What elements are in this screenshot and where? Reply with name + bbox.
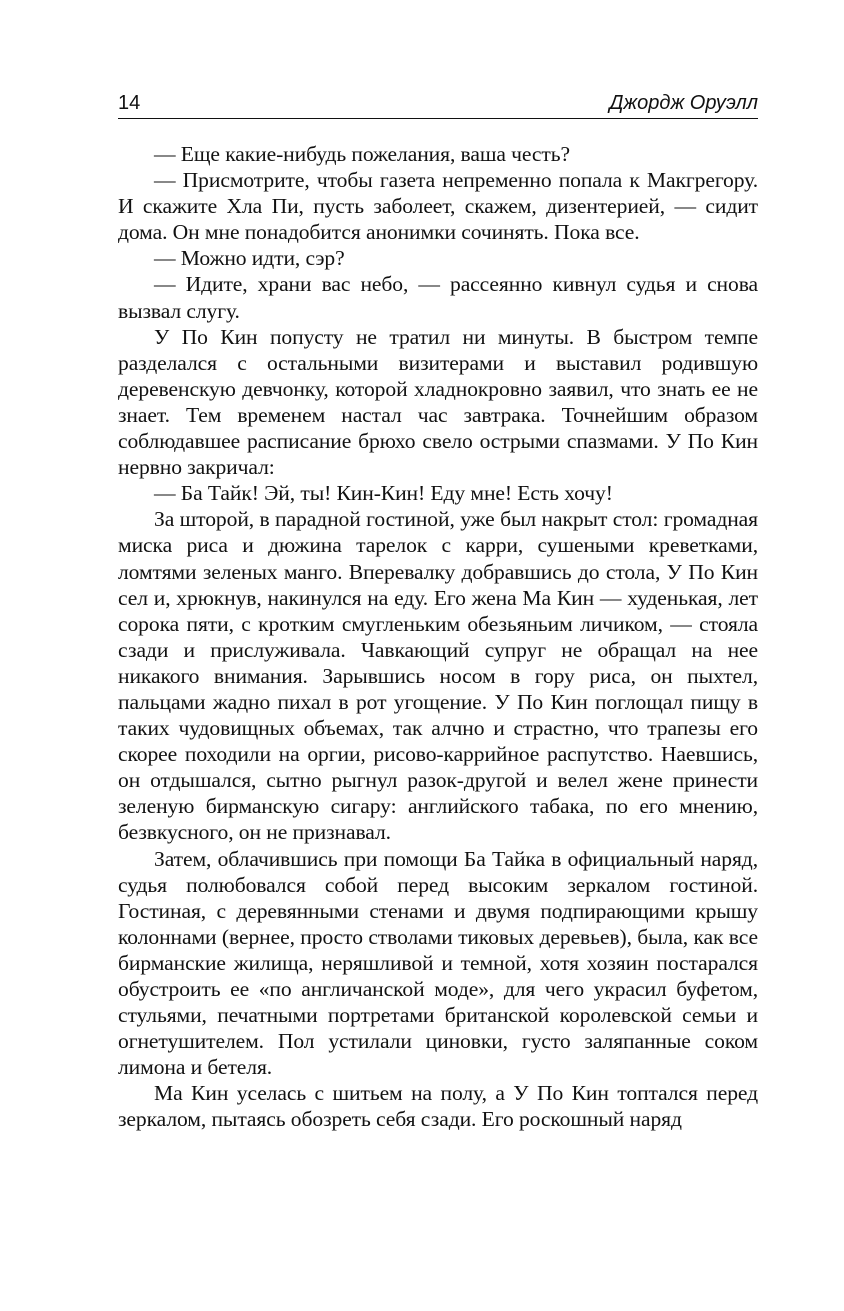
running-header [118,88,758,119]
paragraph: — Идите, храни вас небо, — рассеянно кивнул судья и снова вызвал слугу. [118,272,758,323]
paragraph: — Ба Тайк! Эй, ты! Кин-Кин! Еду мне! Есть хочу! [154,481,613,506]
book-page [118,88,758,1133]
paragraph: — Еще какие-нибудь пожелания, ваша честь? [154,142,570,166]
page-number: 14 [118,92,141,114]
paragraph: У По Кин попусту не тратил ни минуты. В быстром темпе разделался с остальными визитерами и выставил родившую деревенскую девчонку, которой хладнокровно заявил, что знать ее не знает. Тем временем настал час завтрака. Точнейшим образом соблюдавшее расписание брюхо свело острыми спазмами. У По Кин нервно закричал: [118,324,758,480]
running-author: Джордж Оруэлл [609,92,758,114]
paragraph: За шторой, в парадной гостиной, уже был накрыт стол: громадная миска риса и дюжина тарелок с карри, сушеными креветками, ломтями зеленых манго. Вперевалку добравшись до стола, У По Кин сел и, хрюкнув, накинулся на еду. Его жена Ма Кин — худенькая, лет сорока пяти, с кротким смугленьким обезьяньим личиком, — стояла сзади и прислуживала. Чавкающий супруг не обращал на нее никакого внимания. Зарывшись носом в гору риса, он пыхтел, пальцами жадно пихал в рот угощение. У По Кин поглощал пищу в таких чудовищных объемах, так алчно и страстно, что трапезы его скорее походили на оргии, рисово-каррийное распутство. Наевшись, он отдышался, сытно рыгнул разок-другой и велел жене принести зеленую бирманскую сигару: английского табака, по его мнению, безвкусного, он не признавал. [118,507,758,845]
body-text [118,141,758,1133]
paragraph: Ма Кин уселась с шитьем на полу, а У По Кин топтался перед зеркалом, пытаясь обозреть себя сзади. Его роскошный наряд [118,1081,758,1132]
paragraph: — Можно идти, сэр? [154,246,345,271]
paragraph: Затем, облачившись при помощи Ба Тайка в официальный наряд, судья полюбовался собой перед высоким зеркалом гостиной. Гостиная, с деревянными стенами и двумя подпирающими крышу колоннами (вернее, просто стволами тиковых деревьев), была, как все бирманские жилища, неряшливой и темной, хотя хозяин постарался обустроить ее «по англичанской моде», для чего украсил буфетом, стульями, печатными портретами британской королевской семьи и огнетушителем. Пол устилали циновки, густо заляпанные соком лимона и бетеля. [118,846,758,1080]
paragraph: — Присмотрите, чтобы газета непременно попала к Макгрегору. И скажите Хла Пи, пусть заболеет, скажем, дизентерией, — сидит дома. Он мне понадобится анонимки сочинять. Пока все. [118,168,758,245]
